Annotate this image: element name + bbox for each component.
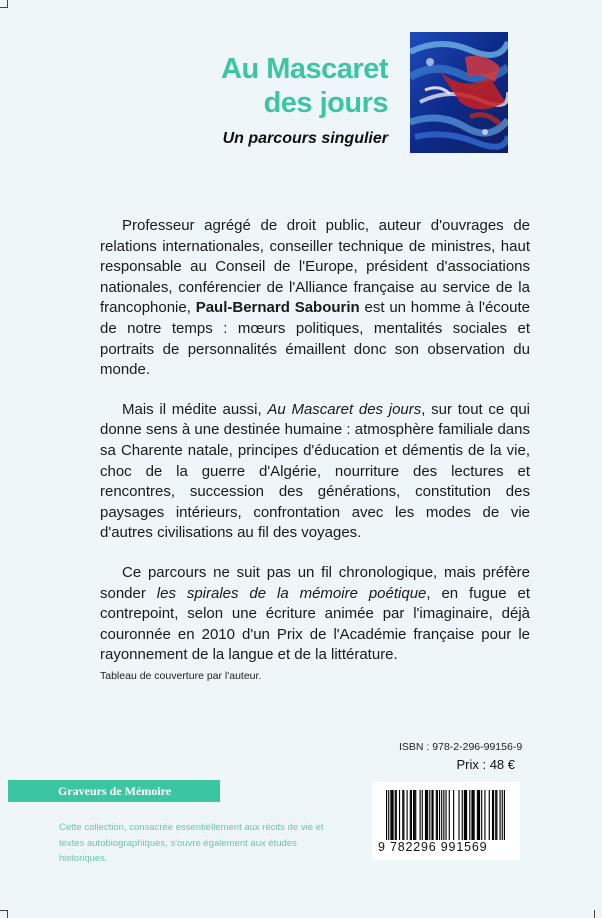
title-line-2: des jours: [263, 87, 388, 119]
barcode-bar: [414, 790, 415, 840]
barcode-bar: [436, 790, 437, 840]
barcode-bar: [420, 790, 421, 840]
crop-mark: [594, 910, 595, 918]
barcode-bar: [489, 790, 490, 840]
title-line-1: Au Mascaret: [221, 53, 388, 85]
barcode-bar: [443, 790, 444, 840]
barcode-bar: [469, 790, 470, 840]
barcode-bar: [504, 790, 505, 840]
barcode-bar: [431, 790, 432, 840]
barcode-bar: [462, 790, 463, 840]
barcode-bar: [441, 790, 442, 840]
book-subtitle: Un parcours singulier: [222, 130, 388, 147]
barcode-bar: [402, 790, 403, 840]
paragraph: Mais il médite aussi, Au Mascaret des jours, sur tout ce qui donne sens à une destinée humaine : atmosphère familiale dans sa Charente natale, principes d'éducation et démentis de la vie, choc de la guerre d'Algérie, nourriture des lectures et rencontres, succession des générations, constitution des paysages intérieurs, confrontation avec les modes de vie d'autres civilisations au fil des voyages.: [100, 400, 530, 542]
cover-credit: Tableau de couverture par l'auteur.: [100, 670, 262, 682]
barcode-bar: [496, 790, 497, 840]
author-name: Paul-Bernard Sabourin: [195, 299, 360, 317]
barcode-bar: [493, 790, 494, 840]
barcode-bar: [502, 790, 503, 840]
collection-description: Cette collection, consacrée essentiellement aux récits de vie et textes autobiographiques, s'ouvre également aux études historiques.: [59, 822, 324, 864]
barcode-bar: [403, 790, 404, 840]
barcode-bar: [478, 790, 479, 840]
barcode-digits: 9 782296 991569: [378, 840, 488, 854]
barcode-bar: [415, 790, 416, 840]
barcode-bar: [413, 790, 414, 840]
barcode-bar: [477, 790, 478, 840]
barcode-bar: [437, 790, 438, 840]
barcode: [372, 782, 520, 860]
barcode-bar: [500, 790, 501, 840]
price: Prix : 48 €: [456, 757, 515, 772]
crop-mark: [7, 0, 8, 8]
barcode-bar: [388, 790, 389, 840]
barcode-bar: [453, 790, 454, 840]
barcode-bar: [479, 790, 480, 840]
barcode-bar: [390, 790, 391, 840]
barcode-bar: [471, 790, 472, 840]
barcode-bar: [495, 790, 496, 840]
barcode-bar: [410, 790, 411, 840]
barcode-bar: [464, 790, 465, 840]
barcode-bar: [399, 790, 400, 840]
barcode-bars: [386, 790, 506, 840]
book-title: [221, 52, 388, 120]
crop-mark: [7, 910, 8, 918]
isbn: ISBN : 978-2-296-99156-9: [399, 741, 523, 753]
barcode-bar: [396, 790, 397, 840]
barcode-bar: [411, 790, 412, 840]
barcode-bar: [432, 790, 433, 840]
book-title-inline: Au Mascaret des jours: [267, 400, 422, 418]
barcode-bar: [445, 790, 446, 840]
barcode-bar: [474, 790, 475, 840]
paragraph: Ce parcours ne suit pas un fil chronologique, mais préfère sonder les spirales de la mémoire poétique, en fugue et contrepoint, selon une écriture animée par l'imaginaire, déjà couronnée en 2010 d'un Prix de l'Académie française pour le rayonnement de la langue et de la littérature.: [100, 563, 530, 664]
barcode-bar: [481, 790, 482, 840]
body-text: [100, 216, 530, 685]
barcode-bar: [395, 790, 396, 840]
barcode-bar: [458, 790, 459, 840]
paragraph: Professeur agrégé de droit public, auteur d'ouvrages de relations internationales, conseiller technique de ministres, haut responsable au Conseil de l'Europe, président d'associations nationales, conférencier de l'Alliance française au service de la francophonie, Paul-Bernard Sabourin est un homme à l'écoute de notre temps : mœurs politiques, mentalités sociales et portraits de personnalités émaillent donc son observation du monde.: [100, 217, 530, 379]
abstract-painting-image: [410, 32, 508, 153]
italic-phrase: les spirales de la mémoire poétique: [156, 584, 427, 602]
barcode-bar: [429, 790, 430, 840]
barcode-bar: [439, 790, 440, 840]
barcode-bar: [449, 790, 450, 840]
barcode-bar: [392, 790, 393, 840]
barcode-bar: [422, 790, 423, 840]
barcode-bar: [386, 790, 387, 840]
barcode-bar: [492, 790, 493, 840]
barcode-bar: [391, 790, 392, 840]
barcode-bar: [407, 790, 408, 840]
barcode-bar: [472, 790, 473, 840]
barcode-bar: [425, 790, 426, 840]
barcode-bar: [427, 790, 428, 840]
barcode-bar: [484, 790, 485, 840]
barcode-bar: [426, 790, 427, 840]
collection-name: Graveurs de Mémoire: [8, 780, 220, 802]
barcode-bar: [466, 790, 467, 840]
barcode-bar: [465, 790, 466, 840]
